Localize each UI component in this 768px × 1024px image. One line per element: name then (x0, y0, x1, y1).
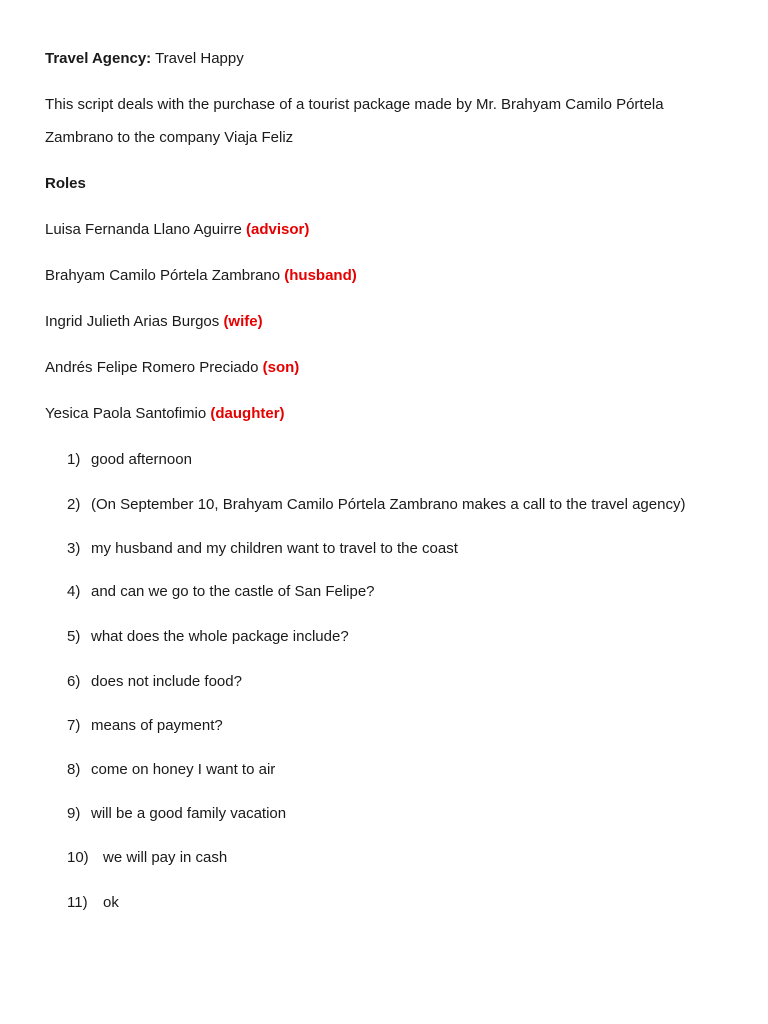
script-item-text: we will pay in cash (103, 849, 228, 866)
script-item (67, 716, 223, 736)
script-item-number: 2) (67, 496, 81, 513)
script-item-number: 10) (67, 849, 89, 866)
script-item (67, 672, 242, 692)
agency-label: Travel Agency: (45, 50, 152, 67)
script-item-text: what does the whole package include? (91, 628, 349, 645)
role-person-name: Brahyam Camilo Pórtela Zambrano (45, 267, 281, 284)
script-item-number: 3) (67, 540, 81, 557)
script-item-text: does not include food? (91, 673, 242, 690)
script-item-number: 4) (67, 583, 81, 600)
role-person-name: Luisa Fernanda Llano Aguirre (45, 221, 242, 238)
script-item-number: 8) (67, 761, 81, 778)
roles-heading: Roles (45, 175, 86, 192)
script-item (67, 539, 458, 559)
script-item (67, 627, 349, 647)
script-item-number: 7) (67, 717, 81, 734)
script-item (67, 804, 286, 824)
role-line (45, 220, 309, 240)
script-item-text: (On September 10, Brahyam Camilo Pórtela Zambrano makes a call to the travel agency) (91, 496, 686, 513)
script-item-text: ok (103, 894, 119, 911)
script-item (67, 582, 375, 602)
script-item-text: will be a good family vacation (91, 805, 287, 822)
role-tag: (daughter) (210, 405, 285, 422)
script-item (67, 893, 119, 913)
intro-line-2: Zambrano to the company Viaja Feliz (45, 129, 294, 146)
script-item (67, 760, 275, 780)
role-person-name: Andrés Felipe Romero Preciado (45, 359, 259, 376)
script-item-number: 9) (67, 805, 81, 822)
script-item-number: 5) (67, 628, 81, 645)
agency-name: Travel Happy (155, 50, 244, 67)
role-tag: (wife) (223, 313, 263, 330)
script-item (67, 848, 227, 868)
role-tag: (husband) (284, 267, 357, 284)
script-item-text: good afternoon (91, 451, 192, 468)
script-item (67, 495, 685, 515)
role-line (45, 404, 285, 424)
script-item-text: come on honey I want to air (91, 761, 276, 778)
role-tag: (advisor) (245, 221, 310, 238)
script-item-number: 6) (67, 673, 81, 690)
role-line (45, 358, 299, 378)
script-item-text: and can we go to the castle of San Felipe? (91, 583, 375, 600)
role-tag: (son) (262, 359, 300, 376)
role-line (45, 312, 263, 332)
role-person-name: Ingrid Julieth Arias Burgos (45, 313, 220, 330)
script-item-number: 1) (67, 451, 81, 468)
role-line (45, 266, 357, 286)
intro-line-1: This script deals with the purchase of a tourist package made by Mr. Brahyam Camilo Pórtela (45, 96, 664, 113)
script-item-number: 11) (67, 894, 88, 911)
role-person-name: Yesica Paola Santofimio (45, 405, 207, 422)
script-item-text: means of payment? (91, 717, 223, 734)
script-item (67, 450, 192, 470)
agency-line (45, 49, 244, 69)
script-item-text: my husband and my children want to travel to the coast (91, 540, 458, 557)
